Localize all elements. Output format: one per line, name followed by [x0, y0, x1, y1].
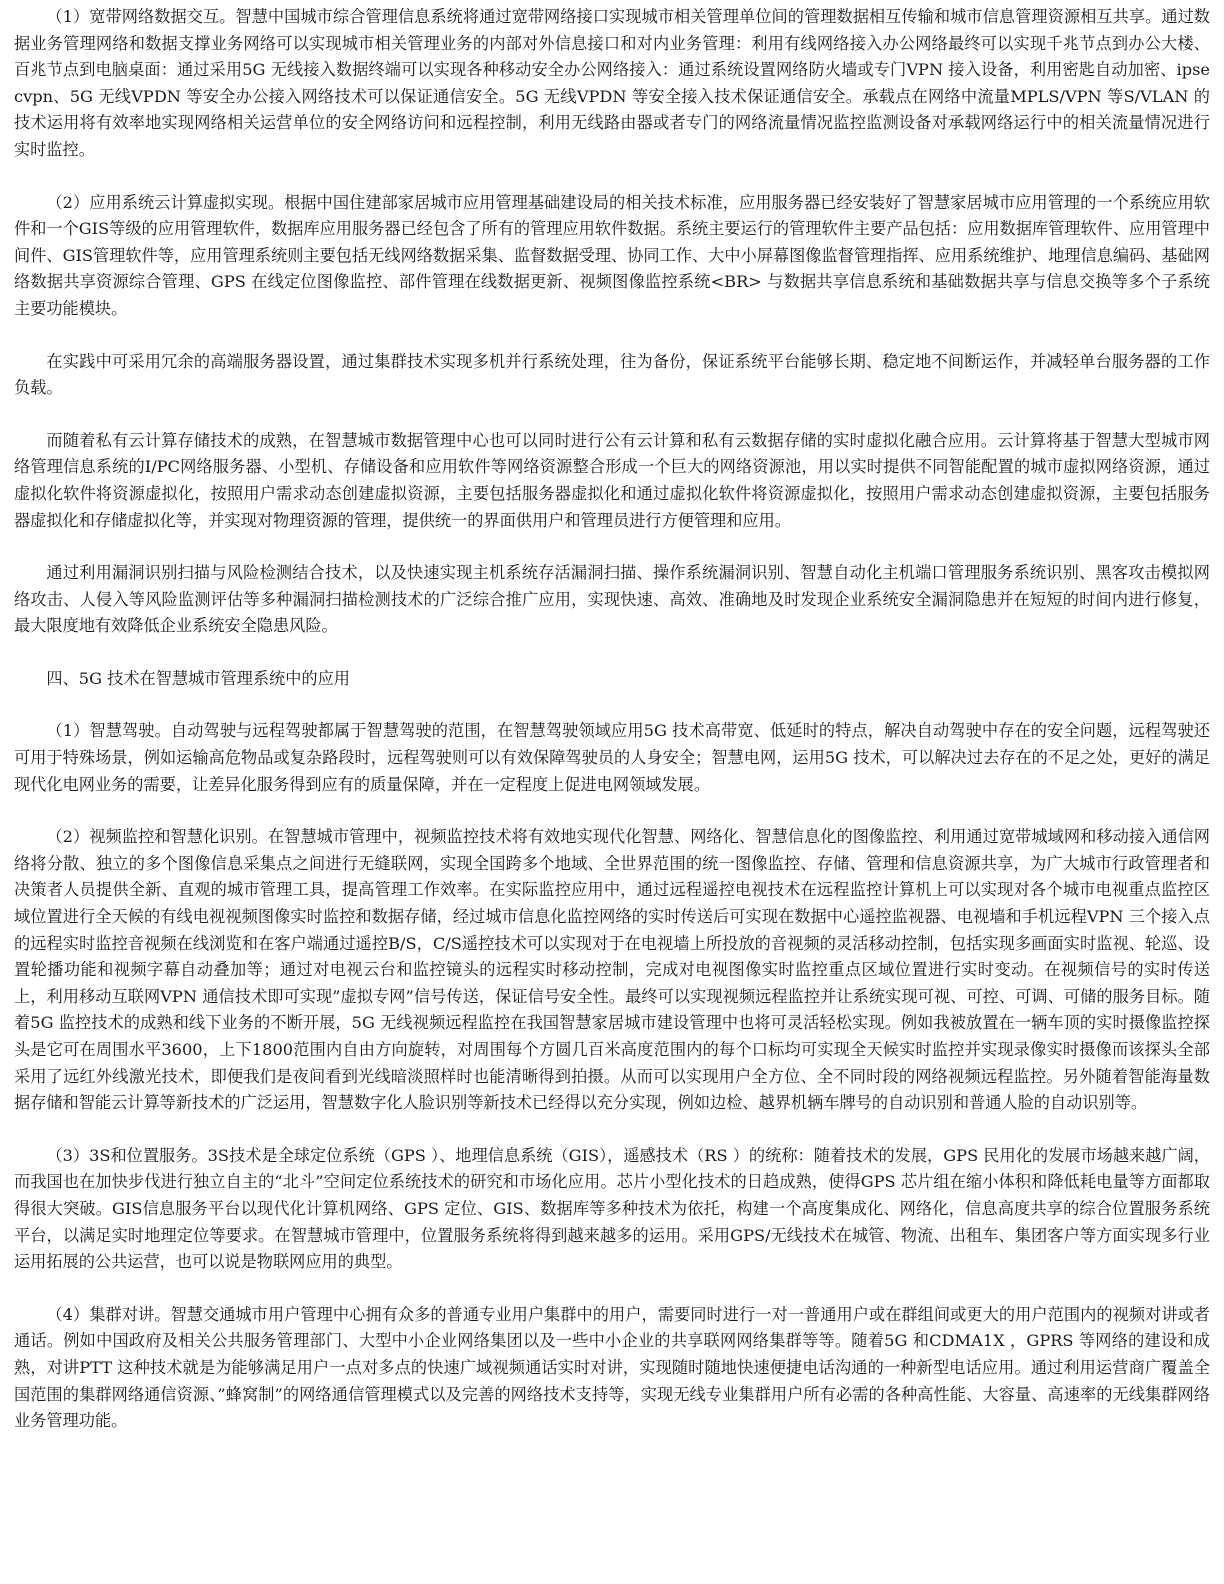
section-heading: 四、5G 技术在智慧城市管理系统中的应用: [46, 668, 350, 688]
paragraph-broadband-data-exchange: （1）宽带网络数据交互。智慧中国城市综合管理信息系统将通过宽带网络接口实现城市相关管理单位间的管理数据相互传输和城市信息管理资源相互共享。通过数据业务管理网络和数据支撑业务网络可以实现城市相关管理业务的内部对外信息接口和对内业务管理：利用有线网络接入办公网络最终可以实现千兆节点到办公大楼、百兆节点到电脑桌面：通过采用5G 无线接入数据终端可以实现各种移动安全办公网络接入：通过系统设置网络防火墙或专门VPN 接入设备，利用密匙自动加密、ipsecvpn、5G 无线VPDN 等安全办公接入网络技术可以保证通信安全。5G 无线VPDN 等安全接入技术保证通信安全。承载点在网络中流量MPLS/VPN 等S/VLAN 的技术运用将有效率地实现网络相关运营单位的安全网络访问和远程控制，利用无线路由器或者专门的网络流量情况监控监测设备对承载网络运行中的相关流量情况进行实时监控。: [14, 7, 1210, 159]
paragraph-video-surveillance: （2）视频监控和智慧化识别。在智慧城市管理中，视频监控技术将有效地实现代化智慧、网络化、智慧信息化的图像监控、利用通过宽带城域网和移动接入通信网络将分散、独立的多个图像信息采集点之间进行无缝联网，实现全国跨多个地域、全世界范围的统一图像监控、存储、管理和信息资源共享，为广大城市行政管理者和决策者人员提供全新、直观的城市管理工具，提高管理工作效率。在实际监控应用中，通过远程遥控电视技术在远程监控计算机上可以实现对各个城市电视重点监控区域位置进行全天候的有线电视视频图像实时监控和数据存储，经过城市信息化监控网络的实时传送后可实现在数据中心遥控监视器、电视墙和手机远程VPN 三个接入点的远程实时监控音视频在线浏览和在客户端通过遥控B/S，C/S遥控技术可以实现对于在电视墙上所投放的音视频的灵活移动控制，包括实现多画面实时监视、轮巡、设置轮播功能和视频字幕自动叠加等；通过对电视云台和监控镜头的远程实时移动控制，完成对电视图像实时监控重点区域位置进行实时变动。在视频信号的实时传送上，利用移动互联网VPN 通信技术即可实现”虚拟专网”信号传送，保证信号安全性。最终可以实现视频远程监控并让系统实现可视、可控、可调、可储的服务目标。随着5G 监控技术的成熟和线下业务的不断开展，5G 无线视频远程监控在我国智慧家居城市建设管理中也将可灵活轻松实现。例如我被放置在一辆车顶的实时摄像监控探头是它可在周围水平3600，上下1800范围内自由方向旋转，对周围每个方圆几百米高度范围内的每个口标均可实现全天候实时监控并实现录像实时摄像而该探头全部采用了远红外线激光技术，即便我们是夜间看到光线暗淡照样时也能清晰得到拍摄。从而可以实现用户全方位、全不同时段的网络视频远程监控。另外随着智能海量数据存储和智能云计算等新技术的广泛运用，智慧数字化人脸识别等新技术已经得以充分实现，例如边检、越界机辆车牌号的自动识别和普通人脸的自动识别等。: [14, 827, 1210, 1113]
paragraph-redundant-servers: 在实践中可采用冗余的高端服务器设置，通过集群技术实现多机并行系统处理，往为备份，保证系统平台能够长期、稳定地不间断运作，并减轻单台服务器的工作负载。: [14, 351, 1210, 398]
paragraph-cluster-intercom: （4）集群对讲。智慧交通城市用户管理中心拥有众多的普通专业用户集群中的用户，需要同时进行一对一普通用户或在群组间或更大的用户范围内的视频对讲或者通话。例如中国政府及相关公共服务管理部门、大型中小企业网络集团以及一些中小企业的共享联网网络集群等等。随着5G 和CDMA1X ，GPRS 等网络的建设和成熟，对讲PTT 这种技术就是为能够满足用户一点对多点的快速广域视频通话实时对讲，实现随时随地快速便捷电话沟通的一种新型电话应用。通过利用运营商广覆盖全国范围的集群网络通信资源、”蜂窝制”的网络通信管理模式以及完善的网络技术支持等，实现无线专业集群用户所有必需的各种高性能、大容量、高速率的无线集群网络业务管理功能。: [14, 1304, 1210, 1431]
paragraph-smart-driving: （1）智慧驾驶。自动驾驶与远程驾驶都属于智慧驾驶的范围，在智慧驾驶领域应用5G 技术高带宽、低延时的特点，解决自动驾驶中存在的安全问题，远程驾驶还可用于特殊场景，例如运输高危物品或复杂路段时，远程驾驶则可以有效保障驾驶员的人身安全；智慧电网，运用5G 技术，可以解决过去存在的不足之处，更好的满足现代化电网业务的需要，让差异化服务得到应有的质量保障，并在一定程度上促进电网领域发展。: [14, 721, 1210, 794]
paragraph-3s-location-services: （3）3S和位置服务。3S技术是全球定位系统（GPS ）、地理信息系统（GIS），遥感技术（RS ）的统称：随着技术的发展，GPS 民用化的发展市场越来越广阔，而我国也在加快步伐进行独立自主的“北斗”空间定位系统技术的研究和市场化应用。芯片小型化技术的日趋成熟，使得GPS 芯片组在缩小体积和降低耗电量等方面都取得很大突破。GIS信息服务平台以现代化计算机网络、GPS 定位、GIS、数据库等多种技术为依托，构建一个高度集成化、网络化，信息高度共享的综合位置服务系统平台，以满足实时地理定位等要求。在智慧城市管理中，位置服务系统将得到越来越多的运用。采用GPS/无线技术在城管、物流、出租车、集团客户等方面实现多行业运用拓展的公共运营，也可以说是物联网应用的典型。: [14, 1145, 1210, 1272]
paragraph-vulnerability-scanning: 通过利用漏洞识别扫描与风险检测结合技术，以及快速实现主机系统存活漏洞扫描、操作系统漏洞识别、智慧自动化主机端口管理服务系统识别、黑客攻击模拟网络攻击、人侵入等风险监测评估等多种漏洞扫描检测技术的广泛综合推广应用，实现快速、高效、准确地及时发现企业系统安全漏洞隐患并在短短的时间内进行修复，最大限度地有效降低企业系统安全隐患风险。: [14, 563, 1210, 636]
paragraph-cloud-virtualization: （2）应用系统云计算虚拟实现。根据中国住建部家居城市应用管理基础建设局的相关技术标准，应用服务器已经安装好了智慧家居城市应用管理的一个系统应用软件和一个GIS等级的应用管理软件，数据库应用服务器已经包含了所有的管理应用软件数据。系统主要运行的管理软件主要产品包括：应用数据库管理软件、应用管理中间件、GIS管理软件等，应用管理系统则主要包括无线网络数据采集、监督数据受理、协同工作、大中小屏幕图像监督管理指挥、应用系统维护、地理信息编码、基础网络数据共享资源综合管理、GPS 在线定位图像监控、部件管理在线数据更新、视频图像监控系统<BR> 与数据共享信息系统和基础数据共享与信息交换等多个子系统主要功能模块。: [14, 192, 1210, 318]
paragraph-private-cloud-storage: 而随着私有云计算存储技术的成熟，在智慧城市数据管理中心也可以同时进行公有云计算和私有云数据存储的实时虚拟化融合应用。云计算将基于智慧大型城市网络管理信息系统的I/PC网络服务器、小型机、存储设备和应用软件等网络资源整合形成一个巨大的网络资源池，用以实时提供不同智能配置的城市虚拟网络资源，通过虚拟化软件将资源虚拟化，按照用户需求动态创建虚拟资源，主要包括服务器虚拟化和通过虚拟化软件将资源虚拟化，按照用户需求动态创建虚拟资源，主要包括服务器虚拟化和存储虚拟化等，并实现对物理资源的管理，提供统一的界面供用户和管理员进行方便管理和应用。: [14, 430, 1210, 530]
